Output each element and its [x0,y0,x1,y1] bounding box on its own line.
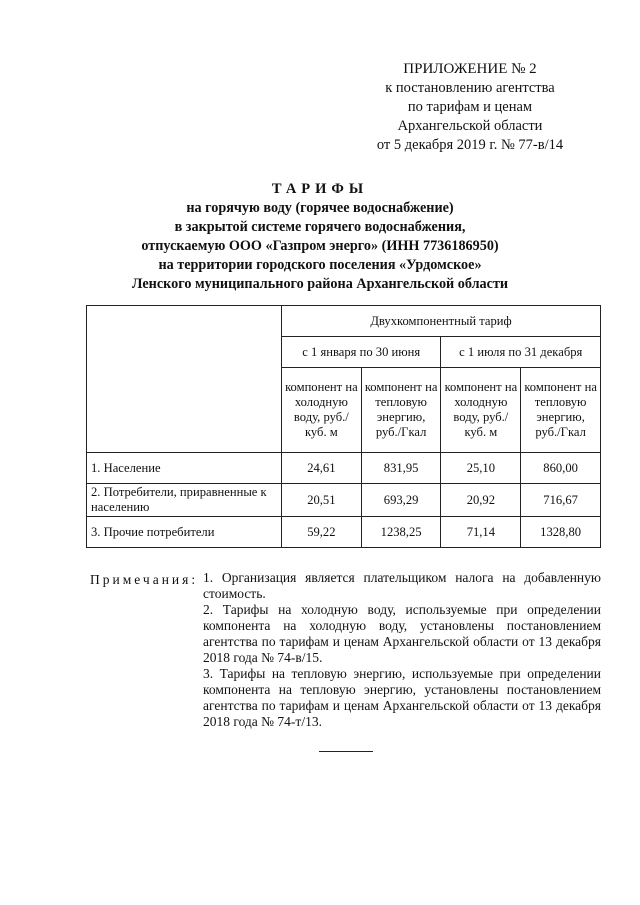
row-name: 2. Потребители, приравненные к населению [87,484,282,517]
note-item: 2. Тарифы на холодную воду, используемые при определении компонента на холодную воду, установлены постановлением агентства по тарифам и ценам Архангельской области от 13 декабря 2018 года № 74-в/15. [203,602,601,665]
table-cell: 24,61 [281,453,361,484]
title-line: на горячую воду (горячее водоснабжение) [186,200,454,216]
table-cell: 716,67 [521,484,601,517]
period-header: с 1 июля по 31 декабря [441,337,601,368]
table-cell: 1238,25 [361,517,441,548]
annex-block [350,60,590,155]
table-row [87,484,601,517]
table-row [87,453,601,484]
title-line: отпускаемую ООО «Газпром энерго» (ИНН 7736186950) [141,238,499,254]
table-cell: 25,10 [441,453,521,484]
table-cell: 20,51 [281,484,361,517]
table-cell: 1328,80 [521,517,601,548]
table-row [87,517,601,548]
annex-line: от 5 декабря 2019 г. № 77-в/14 [376,137,564,153]
title-line: на территории городского поселения «Урдомское» [158,257,482,273]
row-name: 1. Население [87,453,282,484]
table-cell: 860,00 [521,453,601,484]
title-line: Ленского муниципального района Архангельской области [131,276,509,292]
title-line: в закрытой системе горячего водоснабжения, [174,219,466,235]
table-cell: 59,22 [281,517,361,548]
document-title [40,180,600,294]
table-cell: 693,29 [361,484,441,517]
component-header: компонент на тепловую энергию, руб./Гкал [361,368,441,453]
table-corner-cell [87,306,282,453]
notes-list [203,570,601,730]
table-cell: 71,14 [441,517,521,548]
annex-line: к постановлению агентства [385,80,555,96]
table-cell: 831,95 [361,453,441,484]
row-name: 3. Прочие потребители [87,517,282,548]
title-heading: ТАРИФЫ [271,181,369,197]
period-header: с 1 января по 30 июня [281,337,441,368]
note-item: 1. Организация является плательщиком налога на добавленную стоимость. [203,570,601,601]
tariff-table [86,305,601,548]
notes-label: Примечания: [90,572,199,587]
table-cell: 20,92 [441,484,521,517]
component-header: компонент на тепловую энергию, руб./Гкал [521,368,601,453]
tariff-type-header: Двухкомпонентный тариф [281,306,600,337]
component-header: компонент на холодную воду, руб./куб. м [441,368,521,453]
closing-rule [319,751,373,752]
annex-line: Архангельской области [397,118,543,134]
component-header: компонент на холодную воду, руб./куб. м [281,368,361,453]
annex-line: по тарифам и ценам [407,99,533,115]
annex-line: ПРИЛОЖЕНИЕ № 2 [403,61,537,77]
note-item: 3. Тарифы на тепловую энергию, используемые при определении компонента на тепловую энергию, установлены постановлением агентства по тарифам и ценам Архангельской области от 13 декабря 2018 года № 74-т/13. [203,666,601,729]
